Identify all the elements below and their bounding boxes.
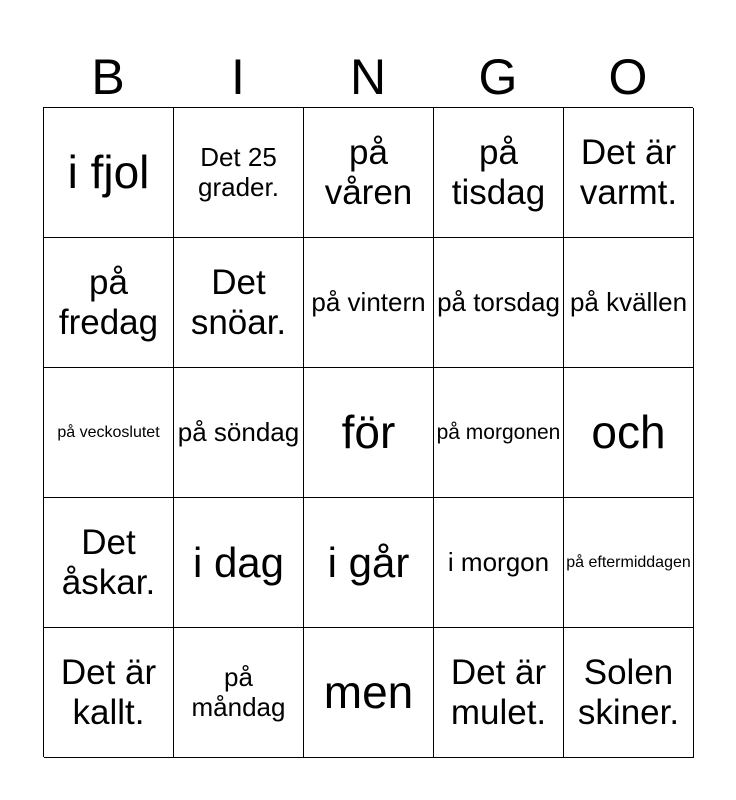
- bingo-cell[interactable]: på torsdag: [434, 238, 564, 368]
- bingo-cell[interactable]: på eftermiddagen: [564, 498, 694, 628]
- bingo-cell[interactable]: på vintern: [304, 238, 434, 368]
- bingo-cell[interactable]: på tisdag: [434, 108, 564, 238]
- bingo-cell[interactable]: i morgon: [434, 498, 564, 628]
- bingo-cell[interactable]: och: [564, 368, 694, 498]
- bingo-cell[interactable]: på våren: [304, 108, 434, 238]
- bingo-cell[interactable]: Det är mulet.: [434, 628, 564, 758]
- bingo-cell[interactable]: Det snöar.: [174, 238, 304, 368]
- header-letter-b: B: [91, 49, 125, 105]
- bingo-cell[interactable]: men: [304, 628, 434, 758]
- header-letter-o: O: [608, 49, 648, 105]
- bingo-cell[interactable]: på måndag: [174, 628, 304, 758]
- bingo-cell[interactable]: på kvällen: [564, 238, 694, 368]
- header-letter-i: I: [231, 49, 245, 105]
- header-letter-g: G: [478, 49, 518, 105]
- bingo-cell[interactable]: på söndag: [174, 368, 304, 498]
- bingo-cell[interactable]: på veckoslutet: [44, 368, 174, 498]
- bingo-cell[interactable]: för: [304, 368, 434, 498]
- bingo-board: [43, 107, 693, 757]
- bingo-cell[interactable]: Det åskar.: [44, 498, 174, 628]
- header-letter-n: N: [349, 49, 387, 105]
- bingo-cell[interactable]: i går: [304, 498, 434, 628]
- bingo-cell[interactable]: på fredag: [44, 238, 174, 368]
- bingo-cell[interactable]: i dag: [174, 498, 304, 628]
- bingo-cell[interactable]: på morgonen: [434, 368, 564, 498]
- bingo-cell[interactable]: Det är varmt.: [564, 108, 694, 238]
- bingo-cell[interactable]: i fjol: [44, 108, 174, 238]
- bingo-cell[interactable]: Det är kallt.: [44, 628, 174, 758]
- bingo-cell[interactable]: Det 25 grader.: [174, 108, 304, 238]
- bingo-header: [43, 48, 693, 106]
- bingo-cell[interactable]: Solen skiner.: [564, 628, 694, 758]
